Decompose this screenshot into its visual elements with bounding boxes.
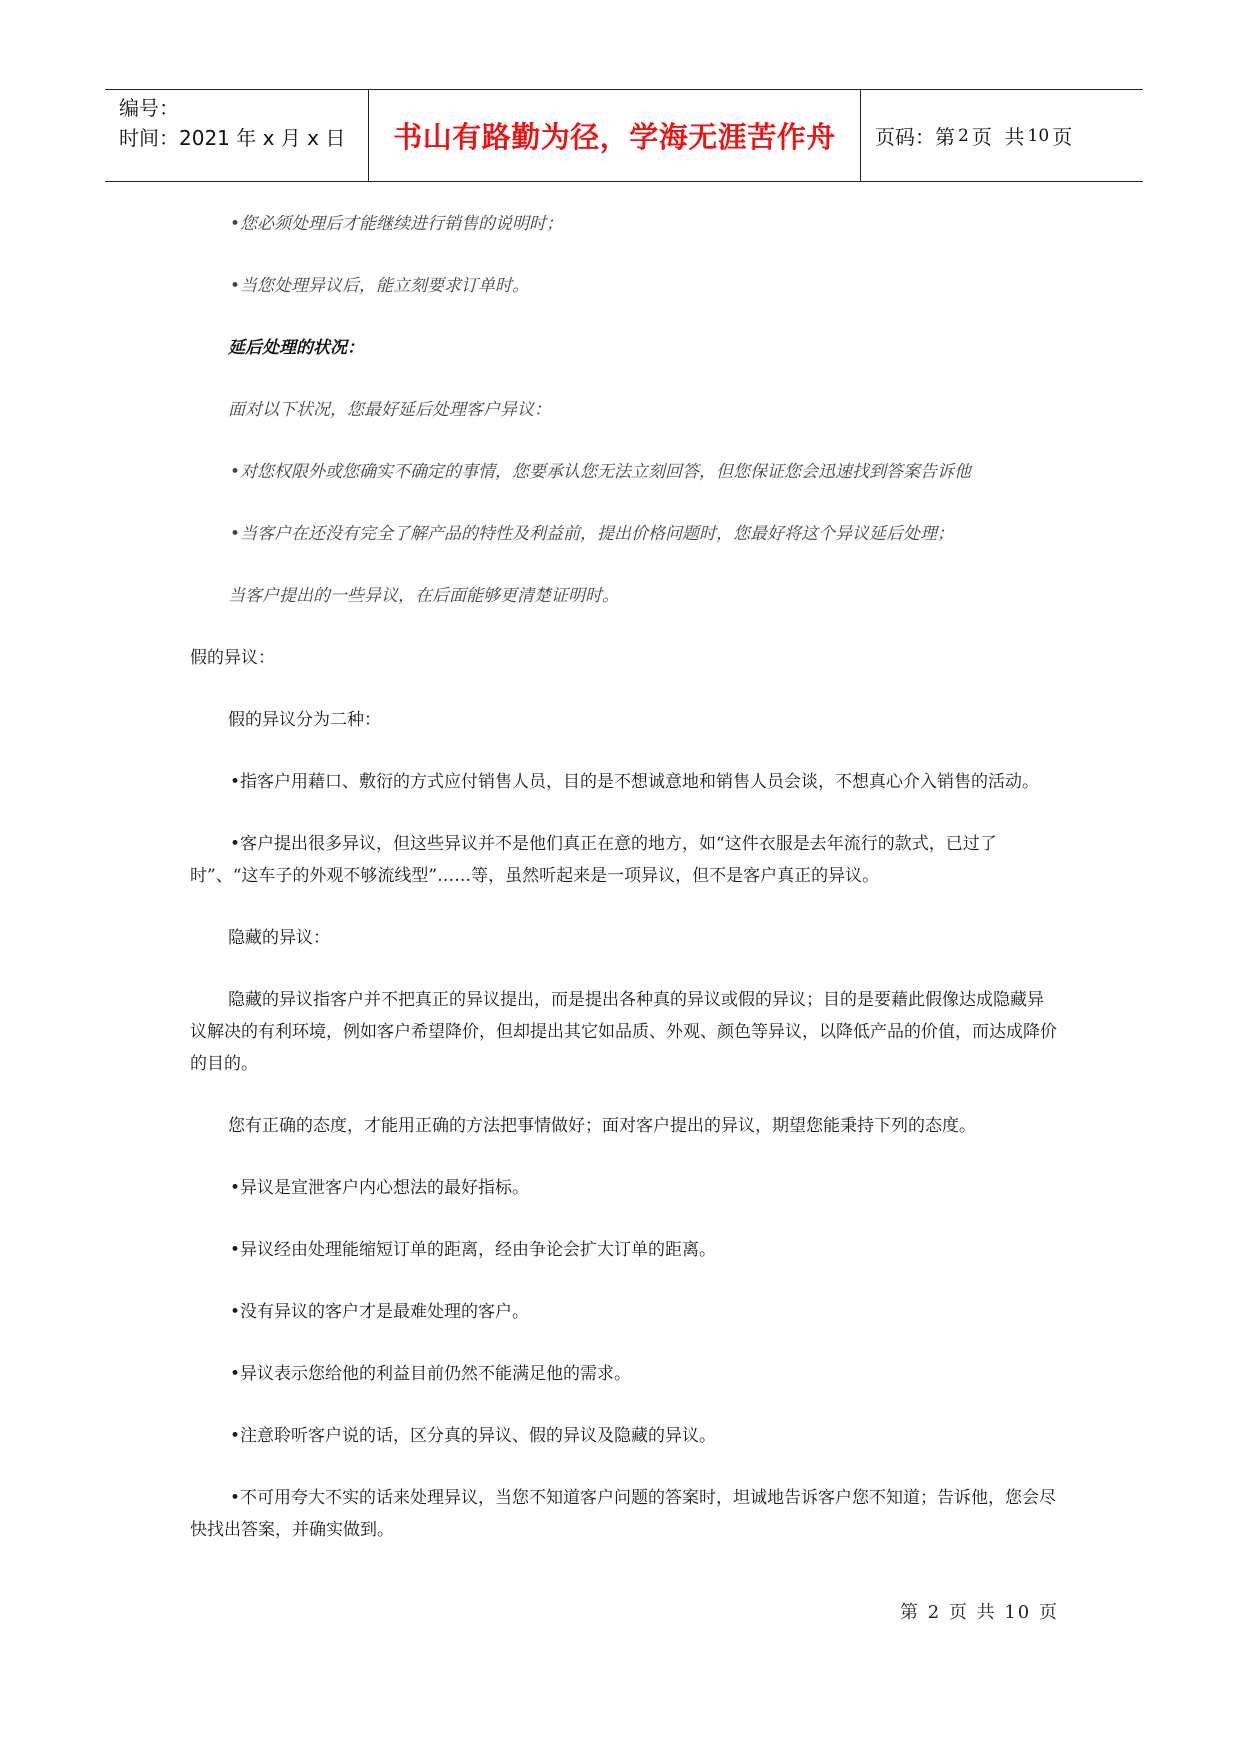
- section-heading: 隐藏的异议：: [228, 928, 330, 948]
- page-mid: 页 共: [971, 125, 1025, 149]
- page-header: [105, 89, 1143, 182]
- page-current-number: 2: [958, 125, 969, 146]
- paragraph-bullet: •异议是宣泄客户内心想法的最好指标。: [230, 1178, 530, 1198]
- page-prefix: 页码：第: [875, 125, 955, 149]
- paragraph: 隐藏的异议指客户并不把真正的异议提出，而是提出各种真的异议或假的异议；目的是要藉此假像达成隐藏异议解决的有利环境，例如客户希望降价，但却提出其它如品质、外观、颜色等异议，以降低产品的价值，而达成降价的目的。: [190, 990, 1057, 1074]
- paragraph-bullet: •指客户用藉口、敷衍的方式应付销售人员，目的是不想诚意地和销售人员会谈，不想真心介入销售的活动。: [230, 772, 1040, 792]
- header-motto: 书山有路勤为径，学海无涯苦作舟: [393, 120, 836, 154]
- paragraph: 面对以下状况，您最好延后处理客户异议：: [228, 400, 551, 420]
- document-body: [190, 208, 1058, 1546]
- page-footer: 第 2 页 共 10 页: [900, 1602, 1059, 1623]
- page-total-number: 10: [1027, 125, 1050, 146]
- header-meta: [119, 93, 345, 153]
- paragraph-bullet: •对您权限外或您确实不确定的事情，您要承认您无法立刻回答，但您保证您会迅速找到答案告诉他: [230, 462, 972, 482]
- document-time-label: 时间：2021 年 x 月 x 日: [119, 126, 346, 150]
- paragraph-bullet: •异议经由处理能缩短订单的距离，经由争论会扩大订单的距离。: [230, 1240, 717, 1260]
- document-number-label: 编号：: [119, 96, 179, 120]
- paragraph-bullet: •注意聆听客户说的话，区分真的异议、假的异议及隐藏的异议。: [230, 1426, 717, 1446]
- paragraph-bullet: •异议表示您给他的利益目前仍然不能满足他的需求。: [230, 1364, 632, 1384]
- paragraph: 您有正确的态度，才能用正确的方法把事情做好；面对客户提出的异议，期望您能秉持下列的态度。: [228, 1116, 976, 1136]
- paragraph-bullet: •没有异议的客户才是最难处理的客户。: [230, 1302, 530, 1322]
- header-page-indicator: [875, 90, 1072, 181]
- header-divider-right: [860, 90, 861, 181]
- paragraph-bullet: •当客户在还没有完全了解产品的特性及利益前，提出价格问题时，您最好将这个异议延后处理；: [230, 524, 955, 544]
- paragraph-bullet: •您必须处理后才能继续进行销售的说明时；: [230, 214, 564, 234]
- paragraph-bullet: •客户提出很多异议，但这些异议并不是他们真正在意的地方，如“这件衣服是去年流行的款式，已过了时”、“这车子的外观不够流线型”……等，虽然听起来是一项异议，但不是客户真正的异议。: [190, 834, 997, 886]
- section-heading: 延后处理的状况：: [228, 338, 364, 358]
- section-heading: 假的异议：: [190, 648, 275, 668]
- page-suffix: 页: [1052, 125, 1073, 149]
- paragraph: 假的异议分为二种：: [228, 710, 381, 730]
- paragraph-bullet: •不可用夸大不实的话来处理异议，当您不知道客户问题的答案时，坦诚地告诉客户您不知道；告诉他，您会尽快找出答案，并确实做到。: [190, 1488, 1057, 1540]
- paragraph-bullet: •当您处理异议后，能立刻要求订单时。: [230, 276, 530, 296]
- paragraph: 当客户提出的一些异议，在后面能够更清楚证明时。: [228, 586, 619, 606]
